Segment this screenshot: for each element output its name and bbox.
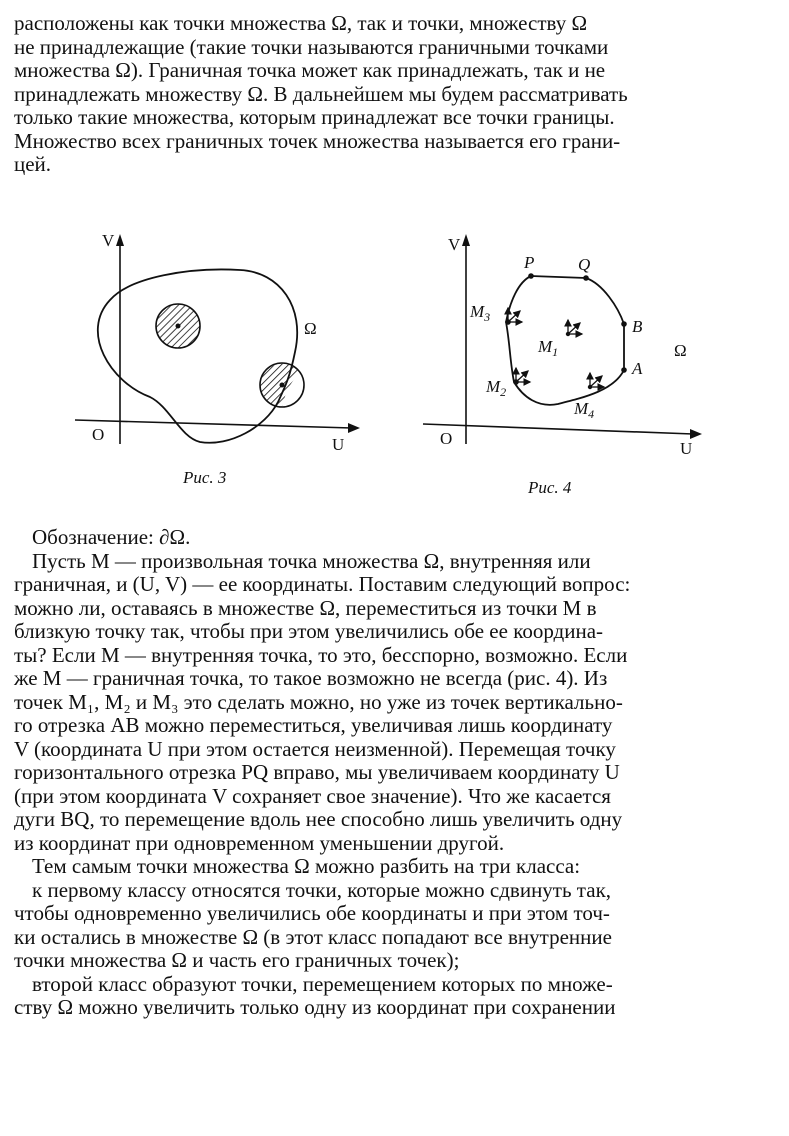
u-axis-arrow xyxy=(690,429,702,439)
axis-label-u: U xyxy=(680,439,693,458)
text-line: чтобы одновременно увеличились обе координаты и при этом точ- xyxy=(14,901,610,925)
set-boundary xyxy=(98,269,297,442)
text-line: точки множества Ω и часть его граничных точек); xyxy=(14,948,460,972)
set-label: Ω xyxy=(304,319,317,338)
u-axis-arrow xyxy=(348,423,360,433)
label-m3: $M_3$ xyxy=(470,302,491,324)
label-m1: $M_1$ xyxy=(538,337,559,359)
text-line: Пусть M — произвольная точка множества Ω, внутренняя или xyxy=(32,548,591,573)
v-axis-arrow xyxy=(462,234,470,246)
figure-4-drawing xyxy=(418,222,718,512)
point-b xyxy=(621,321,627,327)
figure-3 xyxy=(70,222,370,502)
text-line: цей. xyxy=(14,152,52,176)
text-line: второй класс образуют точки, перемещением которых по множе- xyxy=(32,971,613,996)
text-line: ты? Если M — внутренняя точка, то это, бесспорно, возможно. Если xyxy=(14,642,628,667)
u-axis xyxy=(75,420,352,428)
text-line: ки остались в множестве Ω (в этот класс попадают все внутренние xyxy=(14,924,612,949)
text-line: Тем самым точки множества Ω можно разбить на три класса: xyxy=(32,854,581,878)
text-line: граничная, и (U, V) — ее координаты. Поставим следующий вопрос: xyxy=(14,572,631,596)
text-line: Обозначение: ∂Ω. xyxy=(32,525,191,549)
set-boundary xyxy=(506,276,624,405)
text-line: множества Ω). Граничная точка может как принадлежать, так и не xyxy=(14,58,606,82)
interior-point xyxy=(176,324,181,329)
text-line: (при этом координата V сохраняет свое значение). Что же касается xyxy=(14,783,611,808)
bottom-paragraph xyxy=(14,526,774,1020)
label-q: Q xyxy=(578,255,591,274)
text-line: Множество всех граничных точек множества называется его грани- xyxy=(14,128,621,153)
axis-label-v: V xyxy=(102,231,115,250)
axis-label-v: V xyxy=(448,235,461,254)
figure-4-caption: Рис. 4 xyxy=(528,478,572,497)
text-line: близкую точку так, чтобы при этом увеличились обе ее координа- xyxy=(14,619,604,643)
u-axis xyxy=(423,424,693,434)
label-m4: $M_4$ xyxy=(574,399,595,421)
point-a xyxy=(621,367,627,373)
origin-label: O xyxy=(440,429,453,448)
v-axis-arrow xyxy=(116,234,124,246)
text-line: горизонтального отрезка PQ вправо, мы увеличиваем координату U xyxy=(14,760,620,784)
text-line: дуги BQ, то перемещение вдоль нее способно лишь увеличить одну xyxy=(14,807,623,831)
text-line: V (координата U при этом остается неизменной). Перемещая точку xyxy=(14,736,616,761)
text-line: можно ли, оставаясь в множестве Ω, переместиться из точки M в xyxy=(14,595,597,620)
text-line: из координат при одновременном уменьшении другой. xyxy=(14,830,505,855)
text-line: же M — граничная точка, то такое возможно не всегда (рис. 4). Из xyxy=(14,666,608,690)
text-line: только такие множества, которым принадлежат все точки границы. xyxy=(14,105,615,129)
text-line: принадлежать множеству Ω. В дальнейшем мы будем рассматривать xyxy=(14,81,628,106)
point-q xyxy=(583,275,589,281)
text-line: точек M₁, M₂ и M₃ это сделать можно, но уже из точек вертикально- xyxy=(14,689,623,714)
origin-label: O xyxy=(92,425,105,444)
axis-label-u: U xyxy=(332,435,345,454)
label-m2: $M_2$ xyxy=(486,377,507,399)
label-b: B xyxy=(632,317,643,336)
boundary-point xyxy=(280,383,285,388)
text-line: ству Ω можно увеличить только одну из координат при сохранении xyxy=(14,995,616,1019)
text-line: го отрезка AB можно переместиться, увеличивая лишь координату xyxy=(14,713,613,737)
label-p: P xyxy=(524,253,535,272)
top-paragraph xyxy=(14,12,774,177)
text-line: к первому классу относятся точки, которые можно сдвинуть так, xyxy=(32,877,612,902)
text-line: не принадлежащие (такие точки называются граничными точками xyxy=(14,34,609,59)
point-p xyxy=(528,273,534,279)
text-line: расположены как точки множества Ω, так и точки, множеству Ω xyxy=(14,11,588,35)
figure-4 xyxy=(418,222,718,512)
set-label: Ω xyxy=(674,341,687,360)
figure-3-caption: Рис. 3 xyxy=(183,468,227,487)
label-a: A xyxy=(632,359,643,378)
figure-3-drawing xyxy=(70,222,370,502)
